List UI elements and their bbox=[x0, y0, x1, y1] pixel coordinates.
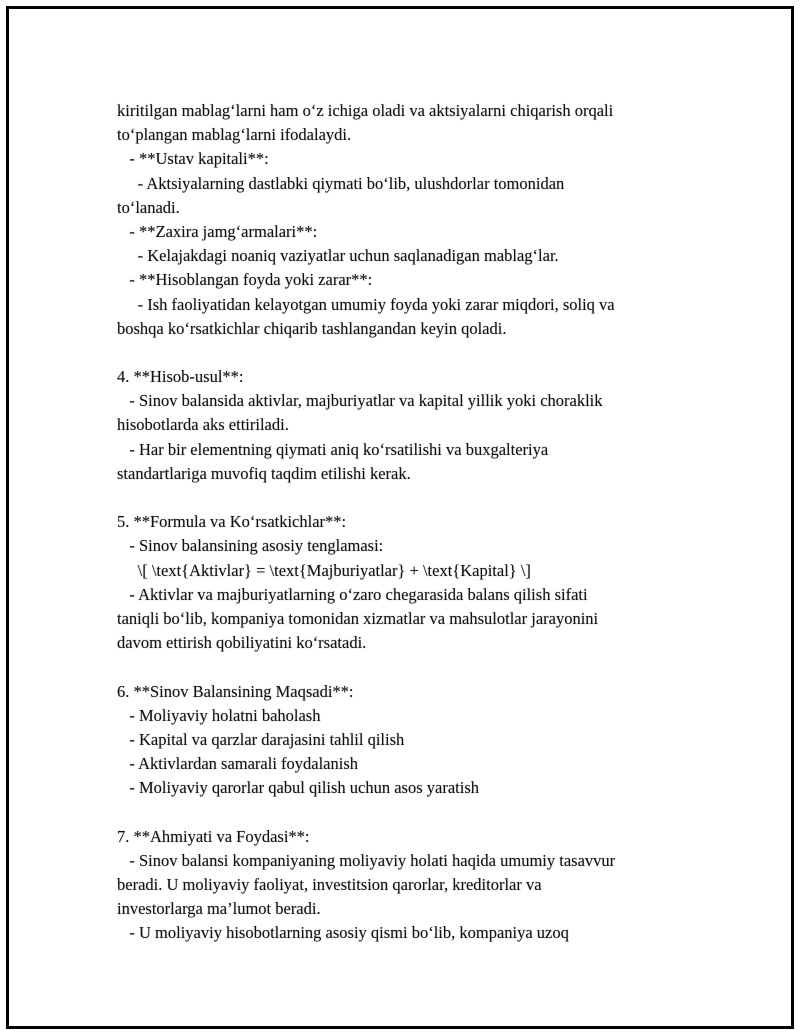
text-line: 4. **Hisob-usul**: bbox=[117, 367, 244, 387]
text-line: - Moliyaviy holatni baholash bbox=[117, 705, 321, 725]
text-line: - **Ustav kapitali**: bbox=[117, 149, 269, 169]
text-line: - Kapital va qarzlar darajasini tahlil qilish bbox=[117, 729, 405, 749]
text-line: - Aktivlardan samarali foydalanish bbox=[117, 754, 359, 774]
text-line: \[ \text{Aktivlar} = \text{Majburiyatlar} + \text{Kapital} \] bbox=[117, 560, 531, 580]
text-line: - Ish faoliyatidan kelayotgan umumiy foyda yoki zarar miqdori, soliq va bbox=[117, 294, 615, 314]
text-line: hisobotlarda aks ettiriladi. bbox=[117, 415, 289, 435]
text-line: standartlariga muvofiq taqdim etilishi kerak. bbox=[117, 463, 411, 483]
document-page bbox=[6, 6, 794, 1029]
text-line: investorlarga ma’lumot beradi. bbox=[117, 899, 321, 919]
text-line: - Sinov balansi kompaniyaning moliyaviy holati haqida umumiy tasavvur bbox=[117, 850, 616, 870]
text-line: - Aktsiyalarning dastlabki qiymati bo‘lib, ulushdorlar tomonidan bbox=[117, 173, 565, 193]
text-line: beradi. U moliyaviy faoliyat, investitsion qarorlar, kreditorlar va bbox=[117, 875, 542, 894]
blank-line bbox=[117, 655, 697, 679]
blank-line bbox=[117, 486, 697, 510]
text-line: 7. **Ahmiyati va Foydasi**: bbox=[117, 826, 310, 846]
text-line: - U moliyaviy hisobotlarning asosiy qismi bo‘lib, kompaniya uzoq bbox=[117, 923, 569, 943]
text-line: 6. **Sinov Balansining Maqsadi**: bbox=[117, 681, 354, 701]
text-line: - Sinov balansida aktivlar, majburiyatlar va kapital yillik yoki choraklik bbox=[117, 391, 603, 411]
text-line: - Kelajakdagi noaniq vaziyatlar uchun saqlanadigan mablag‘lar. bbox=[117, 246, 559, 266]
document-body bbox=[117, 99, 697, 946]
blank-line bbox=[117, 800, 697, 824]
text-line: - Moliyaviy qarorlar qabul qilish uchun asos yaratish bbox=[117, 778, 480, 798]
text-line: davom ettirish qobiliyatini ko‘rsatadi. bbox=[117, 633, 367, 653]
text-line: 5. **Formula va Ko‘rsatkichlar**: bbox=[117, 512, 347, 532]
text-line: - Aktivlar va majburiyatlarning o‘zaro chegarasida balans qilish sifati bbox=[117, 584, 588, 604]
text-line: - **Zaxira jamg‘armalari**: bbox=[117, 221, 318, 241]
text-line: - Sinov balansining asosiy tenglamasi: bbox=[117, 536, 384, 556]
blank-line bbox=[117, 341, 697, 365]
text-line: kiritilgan mablag‘larni ham o‘z ichiga oladi va aktsiyalarni chiqarish orqali bbox=[117, 101, 614, 120]
text-line: - Har bir elementning qiymati aniq ko‘rsatilishi va buxgalteriya bbox=[117, 439, 549, 459]
text-line: boshqa ko‘rsatkichlar chiqarib tashlangandan keyin qoladi. bbox=[117, 318, 507, 338]
text-line: to‘plangan mablag‘larni ifodalaydi. bbox=[117, 125, 352, 145]
text-line: to‘lanadi. bbox=[117, 197, 180, 217]
text-line: taniqli bo‘lib, kompaniya tomonidan xizmatlar va mahsulotlar jarayonini bbox=[117, 608, 599, 628]
text-line: - **Hisoblangan foyda yoki zarar**: bbox=[117, 270, 373, 290]
